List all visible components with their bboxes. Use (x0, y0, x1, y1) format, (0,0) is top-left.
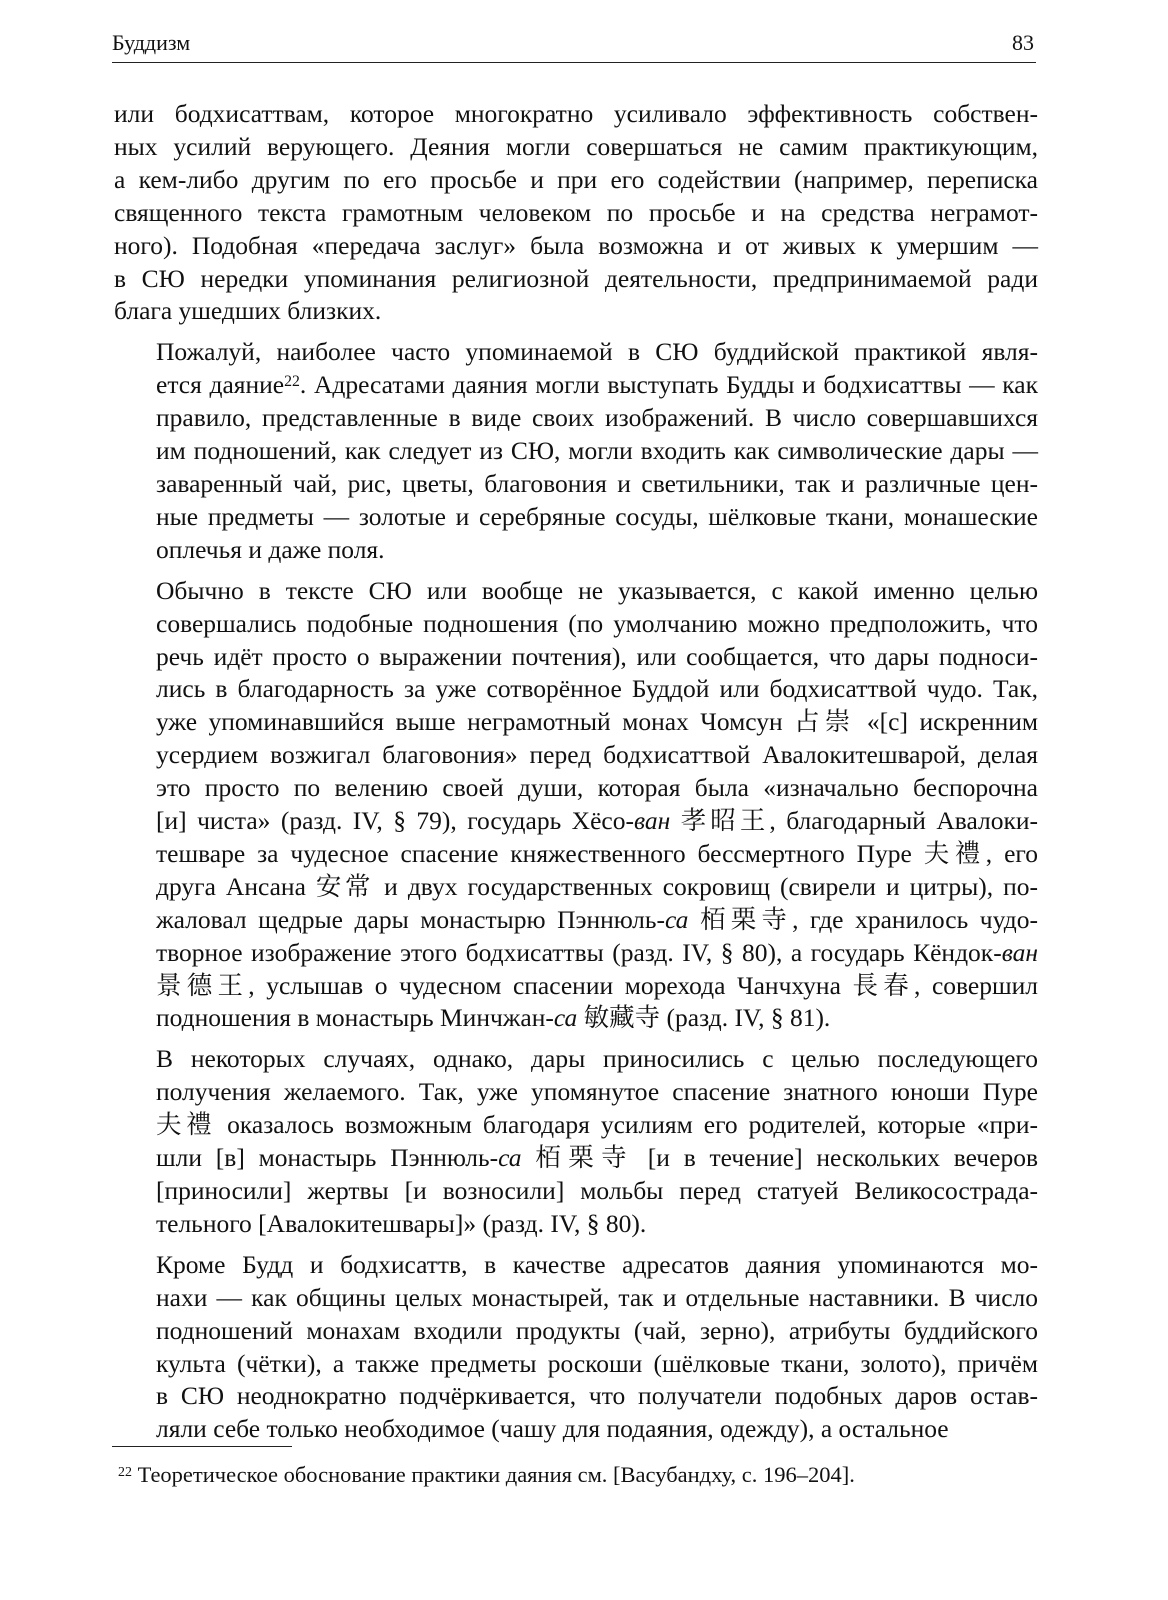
text-line: [и] чиста» (разд. IV, § 79), государь Хёсо-ван 孝昭王, благодарный Авалоки- (156, 806, 1039, 836)
text-line: правило, представленные в виде своих изображений. В число совершавшихся (156, 403, 1038, 433)
text-line: в СЮ неоднократно подчёркивается, что получатели подобных даров остав- (156, 1381, 1038, 1411)
text-line: Обычно в тексте СЮ или вообще не указывается, с какой именно целью (156, 575, 1038, 605)
text-line: 景德王, услышав о чудесном спасении морехода Чанчхуна 長春, совершил (156, 970, 1038, 1000)
running-header (112, 30, 1036, 63)
footnote-separator (112, 1446, 292, 1447)
text-line: нахи — как общины целых монастырей, так и отдельные наставники. В число (156, 1282, 1038, 1312)
text-line: тешваре за чудесное спасение княжественного бессмертного Пуре 夫禮, его (156, 838, 1038, 868)
text-line: ного). Подобная «передача заслуг» была возможна и от живых к умершим — (114, 230, 1038, 260)
footnote (118, 1460, 1018, 1490)
text-line: в СЮ нередки упоминания религиозной деятельности, предпринимаемой ради (114, 263, 1038, 293)
text-line: блага ушедших близких. (114, 296, 382, 326)
text-line: совершались подобные подношения (по умолчанию можно предположить, что (156, 608, 1038, 638)
paragraph (114, 98, 1038, 328)
text-line: творное изображение этого бодхисаттвы (разд. IV, § 80), а государь Кёндок-ван (156, 937, 1038, 967)
text-line: жаловал щедрые дары монастырю Пэннюль-са 栢栗寺, где хранилось чудо- (156, 904, 1038, 934)
text-line: или бодхисаттвам, которое многократно усиливало эффективность собствен- (114, 99, 1038, 128)
text-line: шли [в] монастырь Пэннюль-са 栢栗寺 [и в течение] нескольких вечеров (156, 1143, 1038, 1173)
text-line: В некоторых случаях, однако, дары приносились с целью последующего (156, 1044, 1038, 1074)
footnote-marker: 22 (118, 1464, 132, 1480)
text-line: это просто по велению своей души, которая была «изначально беспорочна (156, 773, 1038, 803)
text-line: Пожалуй, наиболее часто упоминаемой в СЮ буддийской практикой явля- (156, 337, 1038, 367)
text-line: тельного [Авалокитешвары]» (разд. IV, § 80). (156, 1208, 647, 1238)
main-text (114, 98, 1038, 1454)
text-line: ляли себе только необходимое (чашу для подаяния, одежду), а остальное (156, 1414, 949, 1444)
text-line: подношения в монастырь Минчжан-са 敏藏寺 (разд. IV, § 81). (156, 1003, 831, 1033)
text-line: речь идёт просто о выражении почтения), или сообщается, что дары подноси- (156, 641, 1038, 671)
text-line: оплечья и даже поля. (156, 534, 385, 564)
text-line: а кем-либо другим по его просьбе и при его содействии (например, переписка (114, 164, 1038, 194)
text-line: получения желаемого. Так, уже упомянутое спасение знатного юноши Пуре (156, 1077, 1038, 1107)
text-line: усердием возжигал благовония» перед бодхисаттвой Авалокитешварой, делая (156, 740, 1038, 770)
text-line: священного текста грамотным человеком по просьбе и на средства неграмот- (114, 197, 1038, 227)
text-line: им подношений, как следует из СЮ, могли входить как символические дары — (156, 436, 1038, 466)
text-line: Кроме Будд и бодхисаттв, в качестве адресатов даяния упоминаются мо- (156, 1249, 1038, 1279)
footnote-text: Теоретическое обоснование практики даяния см. [Васубандху, с. 196–204]. (137, 1462, 855, 1487)
text-line: ные предметы — золотые и серебряные сосуды, шёлковые ткани, монашеские (156, 501, 1038, 531)
paragraph (114, 336, 1038, 566)
text-line: уже упоминавшийся выше неграмотный монах Чомсун 占崇 «[с] искренним (156, 707, 1038, 737)
text-line: друга Ансана 安常 и двух государственных сокровищ (свирели и цитры), по- (156, 871, 1038, 901)
page-number: 83 (1012, 30, 1034, 55)
text-line: культа (чётки), а также предметы роскоши (шёлковые ткани, золото), причём (156, 1348, 1038, 1378)
text-line: ется даяние$^{22}$. Адресатами даяния могли выступать Будды и бодхисаттвы — как (156, 370, 1038, 400)
text-line: лись в благодарность за уже сотворённое Буддой или бодхисаттвой чудо. Так, (156, 674, 1038, 704)
text-line: подношений монахам входили продукты (чай, зерно), атрибуты буддийского (156, 1315, 1038, 1345)
paragraph (114, 575, 1038, 1036)
text-line: ных усилий верующего. Деяния могли совершаться не самим практикующим, (114, 131, 1038, 161)
text-line: 夫禮 оказалось возможным благодаря усилиям его родителей, которые «при- (156, 1110, 1038, 1140)
running-header-title: Буддизм (112, 30, 191, 55)
text-line: [приносили] жертвы [и возносили] мольбы перед статуей Великосострада- (156, 1176, 1038, 1205)
paragraph (114, 1043, 1038, 1240)
text-line: заваренный чай, рис, цветы, благовония и светильники, так и различные цен- (156, 468, 1038, 498)
paragraph (114, 1249, 1038, 1446)
